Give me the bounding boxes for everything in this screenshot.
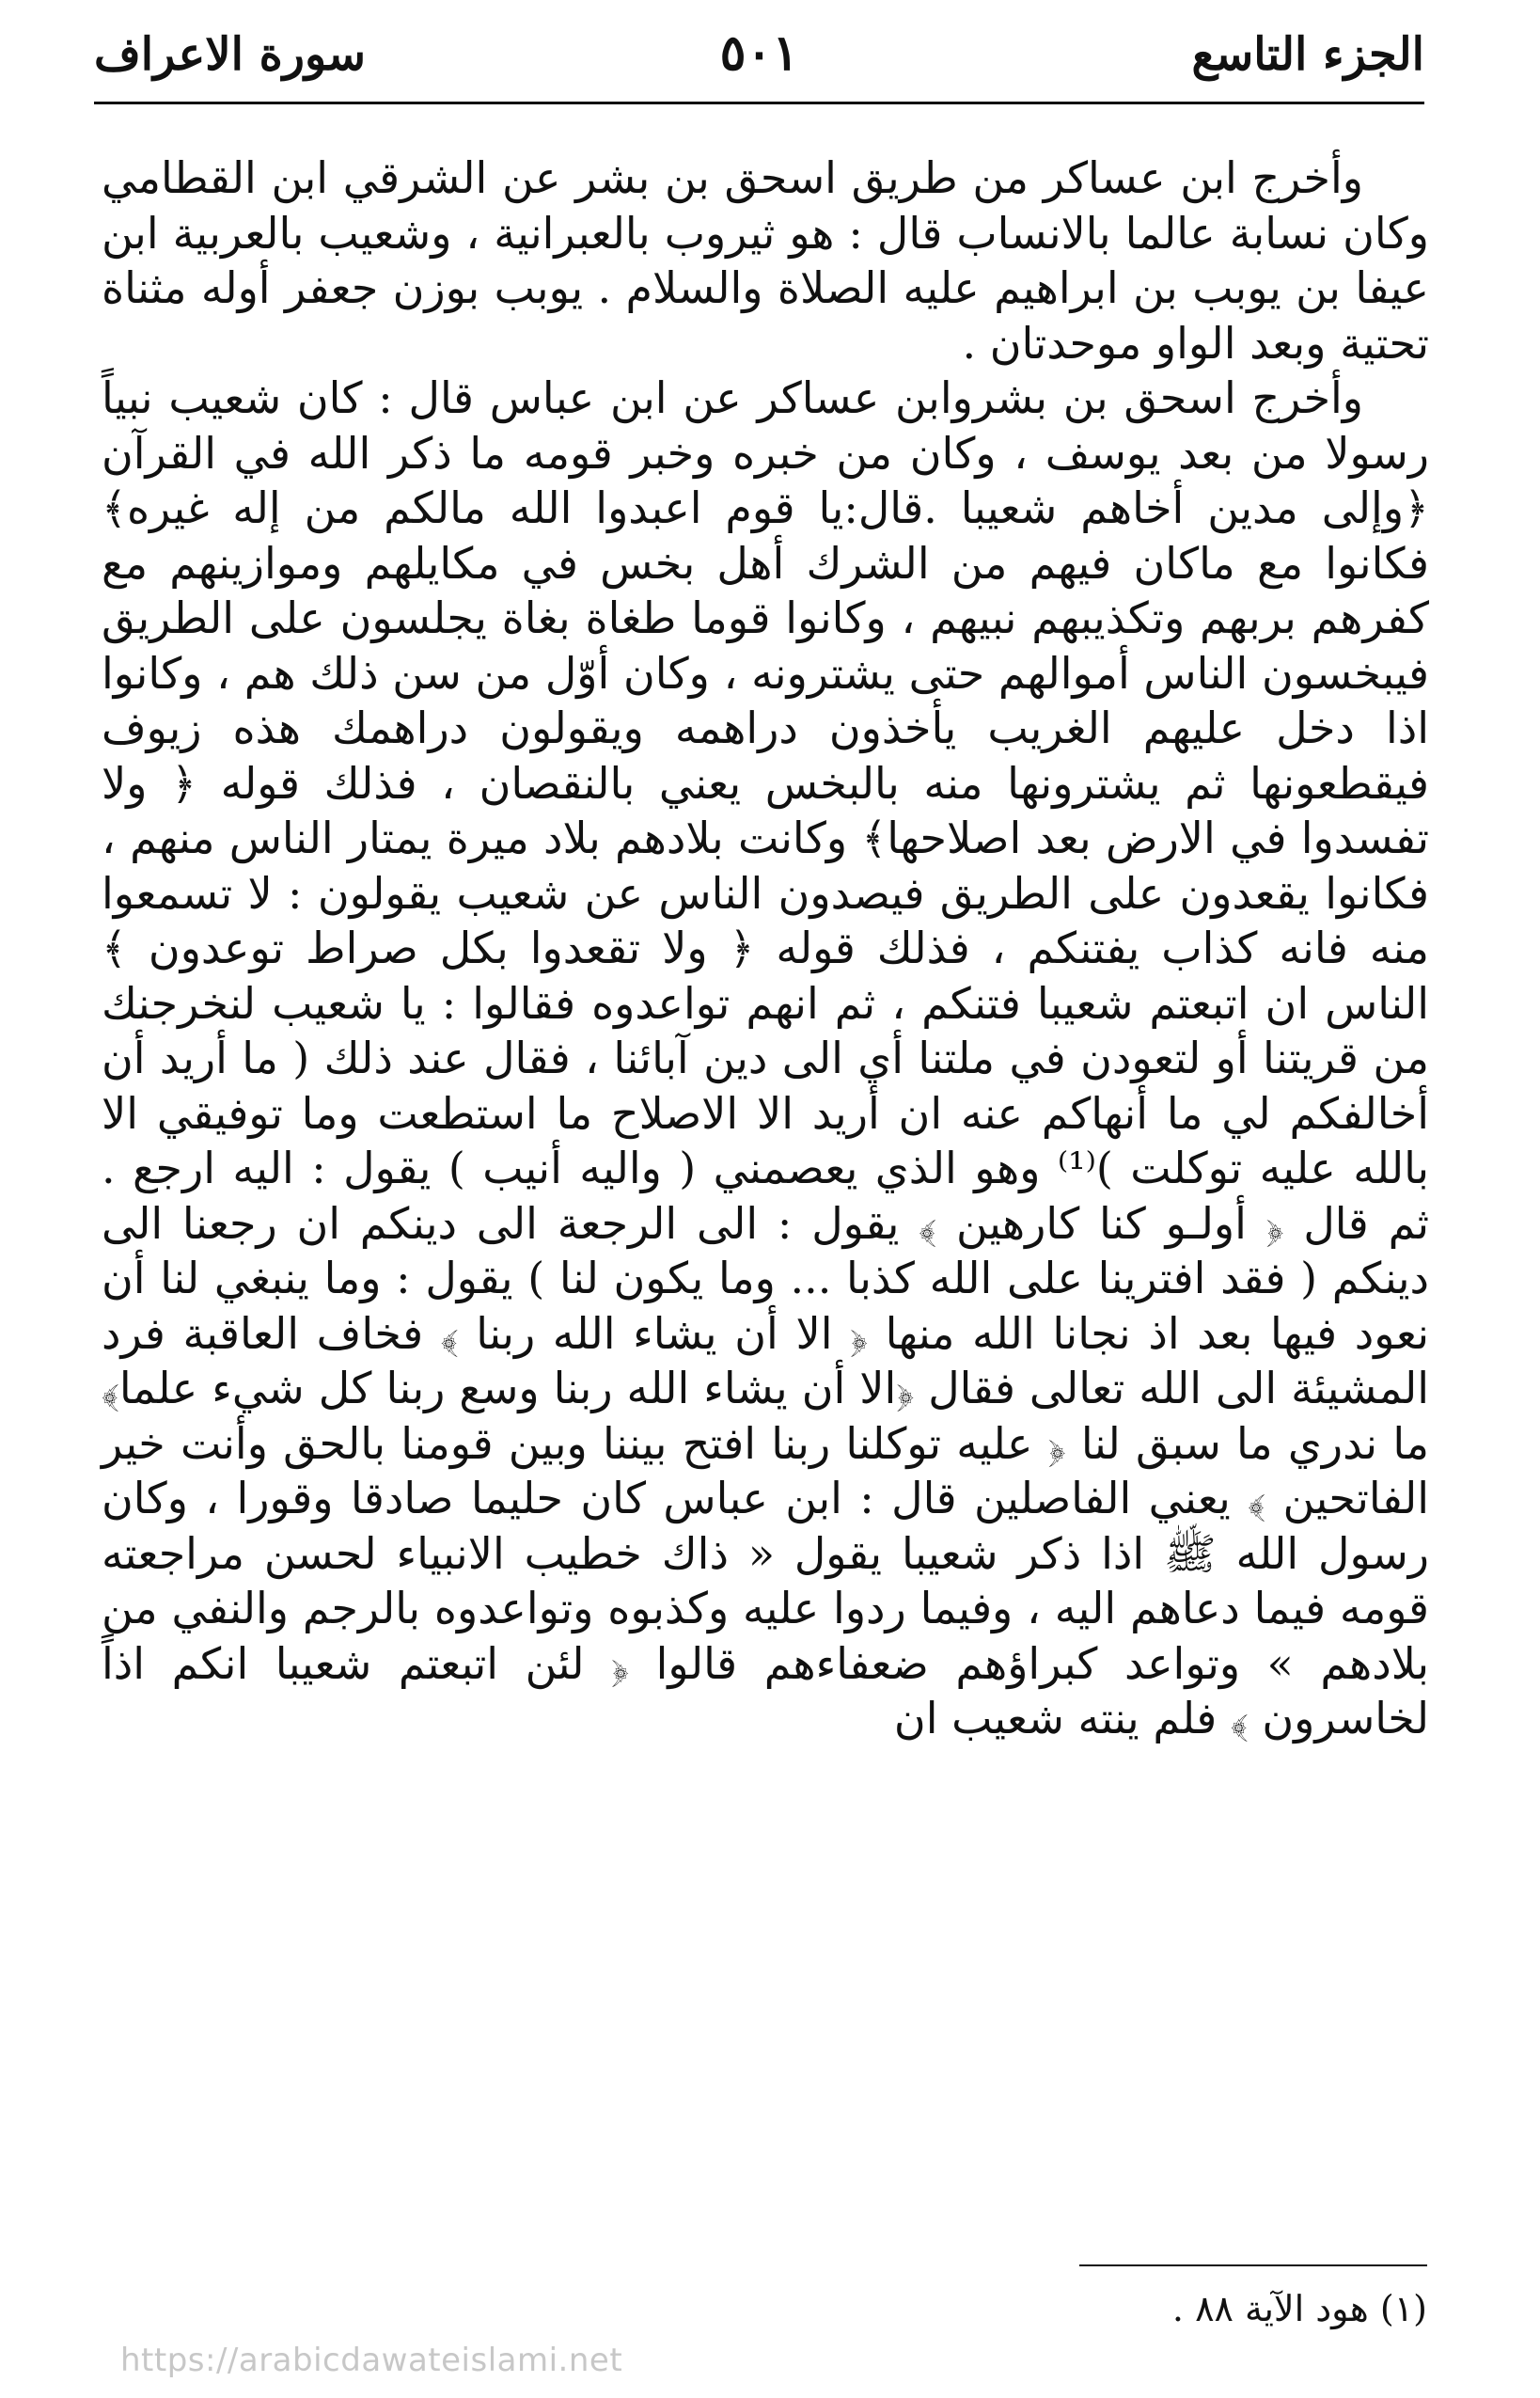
paragraph: وأخرج اسحق بن بشروابن عساكر عن ابن عباس قال : كان شعيب نبياً رسولا من بعد يوسف ، وكان من خبره وخبر قومه ما ذكر الله في القرآن ﴿وإلى مدين أخاهم شعيبا .قال:يا قوم اعبدوا الله مالكم من إله غيره﴾ فكانوا مع ماكان فيهم من الشرك أهل بخس في مكايلهم وموازينهم مع كفرهم بربهم وتكذيبهم نبيهم ، وكانوا قوما طغاة بغاة يجلسون على الطريق فيبخسون الناس أموالهم حتى يشترونه ، وكان أوّل من سن ذلك هم ، وكانوا اذا دخل عليهم الغريب يأخذون دراهمه ويقولون دراهمك هذه زيوف فيقطعونها ثم يشترونها منه بالبخس يعني بالنقصان ، فذلك قوله ﴿ ولا تفسدوا في الارض بعد اصلاحها﴾ وكانت بلادهم بلاد ميرة يمتار الناس منهم ، فكانوا يقعدون على الطريق فيصدون الناس عن شعيب يقولون : لا تسمعوا منه فانه كذاب يفتنكم ، فذلك قوله ﴿ ولا تقعدوا بكل صراط توعدون ﴾ الناس ان اتبعتم شعيبا فتنكم ، ثم انهم تواعدوه فقالوا : يا شعيب لنخرجنك من قريتنا أو لتعودن في ملتنا أي الى دين آبائنا ، فقال عند ذلك ( ما أريد أن أخالفكم لي ما أنهاكم عنه ان أريد الا الاصلاح ما استطعت وما توفيقي الا بالله عليه توكلت )⁽¹⁾ وهو الذي يعصمني ( واليه أنيب ) يقول : اليه ارجع . ثم قال ﴿ أولـو كنا كارهين ﴾ يقول : الى الرجعة الى دينكم ان رجعنا الى دينكم ( فقد افترينا على الله كذبا ... وما يكون لنا ) يقول : وما ينبغي لنا أن نعود فيها بعد اذ نجانا الله منها ﴿ الا أن يشاء الله ربنا ﴾ فخاف العاقبة فرد المشيئة الى الله تعالى فقال ﴿الا أن يشاء الله ربنا وسع ربنا كل شيء علما﴾ ما ندري ما سبق لنا ﴿ عليه توكلنا ربنا افتح بيننا وبين قومنا بالحق وأنت خير الفاتحين ﴾ يعني الفاصلين قال : ابن عباس كان حليما صادقا وقورا ، وكان رسول الله ﷺ اذا ذكر شعيبا يقول « ذاك خطيب الانبياء لحسن مراجعته قومه فيما دعاهم اليه ، وفيما ردوا عليه وكذبوه وتواعدوه بالرجم والنفي من بلادهم » وتواعد كبراؤهم ضعفاءهم قالوا ﴿ لئن اتبعتم شعيبا انكم اذاً لخاسرون ﴾ فلم ينته شعيب ان	[102, 372, 1429, 1743]
header-divider	[94, 102, 1424, 104]
page-header	[94, 21, 1424, 87]
main-text	[102, 150, 1429, 1746]
paragraph: وأخرج ابن عساكر من طريق اسحق بن بشر عن الشرقي ابن القطامي وكان نسابة عالما بالانساب قال : هو ثيروب بالعبرانية ، وشعيب بالعربية ابن عيفا بن يوبب بن ابراهيم عليه الصلاة والسلام . يوبب بوزن جعفر أوله مثناة تحتية وبعد الواو موحدتان .	[102, 152, 1429, 369]
footnote: (١) هود الآية ٨٨ .	[1171, 2288, 1427, 2329]
footnote-divider	[1079, 2264, 1427, 2266]
page-number: ٥٠١	[719, 24, 799, 82]
watermark-url: https://arabicdawateislami.net	[120, 2342, 623, 2379]
part-title: الجزء التاسع	[1191, 28, 1424, 81]
surah-title: سورة الاعراف	[94, 28, 366, 81]
